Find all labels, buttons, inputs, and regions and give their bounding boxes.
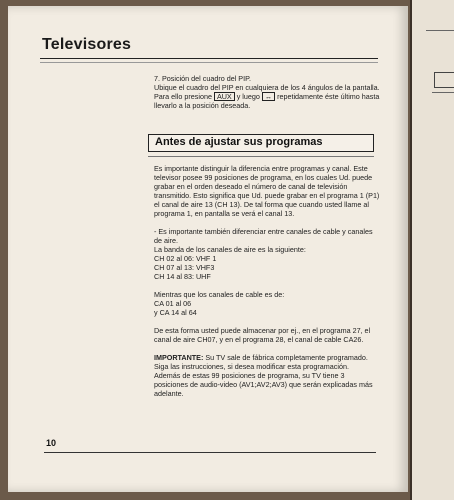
section-divider — [148, 156, 374, 157]
paragraph-cable-vs-air: - Es importante también diferenciar entre canales de cable y canales de aire. — [154, 227, 373, 245]
pip-section — [154, 74, 380, 110]
paragraph-important — [154, 353, 380, 371]
section-heading-box — [148, 134, 374, 152]
paragraph-av-positions: Además de estas 99 posiciones de programa, su TV tiene 3 posiciones de audio-video (AV1;AV2;AV3) que serán explicadas más adelante. — [154, 371, 373, 398]
paragraph-programs: Es importante distinguir la diferencia entre programas y canal. Este televisor posee 99 posiciones de programa, en los cuales Ud. puede grabar en el orden deseado el número de canal de televisión transmitido. Esto significa que Ud. puede grabar en el programa 1 (P1) el canal de aire 13 (CH 13). De tal forma que cuando usted llame al programa 1, en pantalla se verá el canal 13. — [154, 164, 380, 218]
page-number: 10 — [46, 438, 57, 448]
band-item: CH 07 al 13: VHF3 — [154, 263, 215, 272]
pip-text-middle: y luego — [234, 92, 262, 101]
page-title: Televisores — [42, 36, 132, 53]
adjacent-page-edge — [410, 0, 454, 500]
adjacent-page-rule — [426, 30, 454, 31]
important-text: Su TV sale de fábrica completamente programado. Siga las instrucciones, si desea modificar esta programación. — [154, 353, 368, 371]
section-title: Antes de ajustar sus programas — [155, 136, 323, 148]
paragraph-air-band-intro: La banda de los canales de aire es la siguiente: — [154, 245, 306, 254]
title-divider — [40, 58, 378, 59]
pip-instructions — [154, 83, 380, 110]
important-label: IMPORTANTE: — [154, 353, 204, 362]
arrow-key-icon: ↔ — [262, 92, 275, 101]
pip-text-start: Ubique el cuadro del PIP en cualquiera de los 4 ángulos de la pantalla. Para ello presione — [154, 83, 380, 101]
section-body — [154, 164, 380, 398]
cable-item: CA 01 al 06 — [154, 299, 192, 308]
paragraph-example: De esta forma usted puede almacenar por ej., en el programa 27, el canal de aire CH07, y en el programa 28, el canal de cable CA26. — [154, 326, 371, 344]
cable-item: y CA 14 al 64 — [154, 308, 197, 317]
paragraph-cable-intro: Mientras que los canales de cable es de: — [154, 290, 285, 299]
adjacent-page-box — [434, 72, 454, 88]
band-item: CH 02 al 06: VHF 1 — [154, 254, 217, 263]
adjacent-page-rule — [432, 92, 454, 93]
pip-heading: 7. Posición del cuadro del PIP. — [154, 74, 251, 83]
footer-divider — [44, 452, 376, 453]
aux-key-label: AUX — [214, 92, 235, 101]
band-item: CH 14 al 83: UHF — [154, 272, 211, 281]
title-divider-secondary — [40, 62, 378, 63]
manual-page — [8, 6, 408, 492]
pip-text-end: repetidamente éste último hasta llevarlo a la posición deseada. — [154, 92, 380, 110]
